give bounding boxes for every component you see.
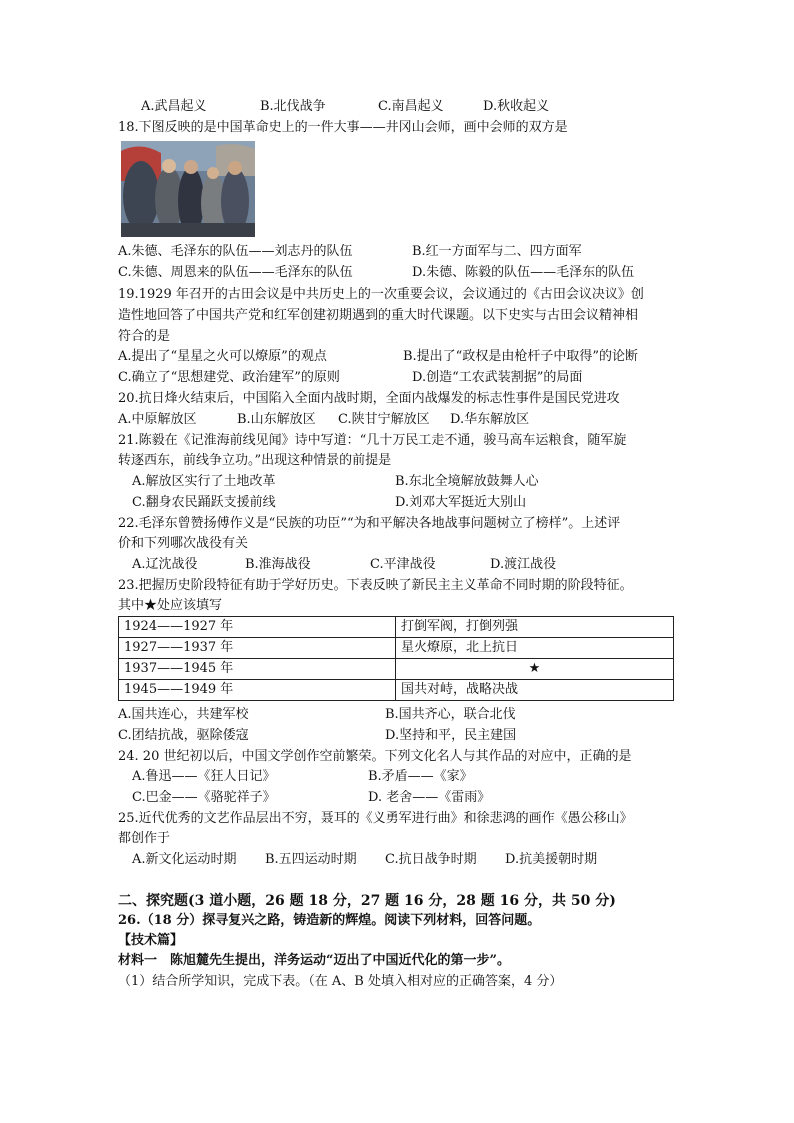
feature-cell: 国共对峙，战略决战 [396, 680, 674, 701]
q19-option-a: A.提出了“星星之火可以燎原”的观点 [118, 349, 327, 364]
q25-option-d: D.抗美援朝时期 [505, 852, 598, 867]
q21-option-a: A.解放区实行了土地改革 [132, 474, 276, 489]
q24-option-d: D. 老舍——《雷雨》 [368, 790, 491, 805]
q22-stem-line-1: 22.毛泽东曾赞扬傅作义是“民族的功臣”“为和平解决各地战事问题树立了榜样”。上述评 [118, 516, 621, 531]
q23-stem-line-1: 23.把握历史阶段特征有助于学好历史。下表反映了新民主主义革命不同时期的阶段特征。 [118, 578, 633, 593]
q25-stem-line-1: 25.近代优秀的文艺作品层出不穷，聂耳的《义勇军进行曲》和徐悲鸿的画作《愚公移山》 [118, 811, 633, 826]
material-1: 材料一 陈旭麓先生提出，洋务运动“迈出了中国近代化的第一步”。 [118, 953, 510, 968]
table-row [119, 638, 674, 659]
q22-stem-line-2: 价和下列哪次战役有关 [118, 536, 249, 551]
table-row [119, 659, 674, 680]
q21-stem-line-2: 转逐西东，前线争立功。”出现这种情景的前提是 [118, 453, 392, 468]
stage-table [118, 616, 674, 701]
star-placeholder-cell: ★ [396, 659, 674, 680]
q18-option-c: C.朱德、周恩来的队伍——毛泽东的队伍 [118, 265, 353, 280]
q20-option-c: C.陕甘宁解放区 [338, 412, 430, 427]
table-row [119, 680, 674, 701]
tech-section-heading: 【技术篇】 [118, 933, 184, 948]
q22-option-d: D.渡江战役 [490, 557, 557, 572]
q25-stem-line-2: 都创作于 [118, 831, 171, 846]
q17-option-a: A.武昌起义 [141, 99, 207, 114]
period-cell: 1924——1927 年 [119, 617, 396, 638]
q20-option-a: A.中原解放区 [118, 412, 197, 427]
feature-cell: 星火燎原，北上抗日 [396, 638, 674, 659]
q18-option-a: A.朱德、毛泽东的队伍——刘志丹的队伍 [118, 244, 353, 259]
q20-stem: 20.抗日烽火结束后，中国陷入全面内战时期，全面内战爆发的标志性事件是国民党进攻 [118, 391, 620, 406]
q24-stem: 24. 20 世纪初以后，中国文学创作空前繁荣。下列文化名人与其作品的对应中，正确的是 [118, 749, 632, 764]
q20-option-b: B.山东解放区 [237, 412, 316, 427]
q18-option-d: D.朱德、陈毅的队伍——毛泽东的队伍 [412, 265, 635, 280]
feature-cell: 打倒军阀，打倒列强 [396, 617, 674, 638]
q22-option-c: C.平津战役 [370, 557, 436, 572]
q22-option-b: B.淮海战役 [245, 557, 311, 572]
q19-stem-line-3: 符合的是 [118, 329, 171, 344]
q19-option-b: B.提出了“政权是由枪杆子中取得”的论断 [403, 349, 638, 364]
q24-option-c: C.巴金——《骆驼祥子》 [132, 790, 276, 805]
q23-stem-line-2: 其中★处应该填写 [118, 598, 223, 613]
q25-option-b: B.五四运动时期 [265, 852, 357, 867]
q24-option-a: A.鲁迅——《狂人日记》 [132, 769, 276, 784]
q26-sub-1: （1）结合所学知识，完成下表。（在 A、B 处填入相对应的正确答案，4 分） [118, 974, 563, 989]
q19-option-d: D.创造“工农武装割据”的局面 [412, 370, 583, 385]
q18-option-b: B.红一方面军与二、四方面军 [412, 244, 582, 259]
q17-option-c: C.南昌起义 [378, 99, 444, 114]
q22-option-a: A.辽沈战役 [132, 557, 198, 572]
q23-option-d: D.坚持和平，民主建国 [385, 728, 517, 743]
q25-option-c: C.抗日战争时期 [385, 852, 477, 867]
q25-option-a: A.新文化运动时期 [132, 852, 237, 867]
q19-stem-line-1: 19.1929 年召开的古田会议是中共历史上的一次重要会议，会议通过的《古田会议决议》创 [118, 287, 644, 302]
q21-option-b: B.东北全境解放鼓舞人心 [395, 474, 539, 489]
period-cell: 1927——1937 年 [119, 638, 396, 659]
q26-stem: 26.（18 分）探寻复兴之路，铸造新的辉煌。阅读下列材料，回答问题。 [118, 913, 541, 928]
q19-option-c: C.确立了“思想建党、政治建军”的原则 [118, 370, 340, 385]
q21-stem-line-1: 21.陈毅在《记淮海前线见闻》诗中写道：“几十万民工走不通，骏马高车运粮食，随军旋 [118, 433, 627, 448]
table-row [119, 617, 674, 638]
q21-option-c: C.翻身农民踊跃支援前线 [132, 495, 276, 510]
q18-stem: 18.下图反映的是中国革命史上的一件大事——井冈山会师，画中会师的双方是 [118, 120, 568, 135]
q17-option-b: B.北伐战争 [260, 99, 326, 114]
q17-option-d: D.秋收起义 [483, 99, 550, 114]
q21-option-d: D.刘邓大军挺近大别山 [395, 495, 527, 510]
section-2-title: 二、探究题(3 道小题，26 题 18 分，27 题 16 分，28 题 16 分，共 50 分) [118, 893, 616, 909]
jinggangshan-meeting-painting [121, 141, 255, 237]
period-cell: 1945——1949 年 [119, 680, 396, 701]
period-cell: 1937——1945 年 [119, 659, 396, 680]
q23-option-c: C.团结抗战，驱除倭寇 [118, 728, 249, 743]
q19-stem-line-2: 造性地回答了中国共产党和红军创建初期遇到的重大时代课题。以下史实与古田会议精神相 [118, 308, 639, 323]
q20-option-d: D.华东解放区 [450, 412, 530, 427]
q24-option-b: B.矛盾——《家》 [368, 769, 473, 784]
q23-option-a: A.国共连心，共建军校 [118, 707, 249, 722]
q23-option-b: B.国共齐心，联合北伐 [385, 707, 516, 722]
